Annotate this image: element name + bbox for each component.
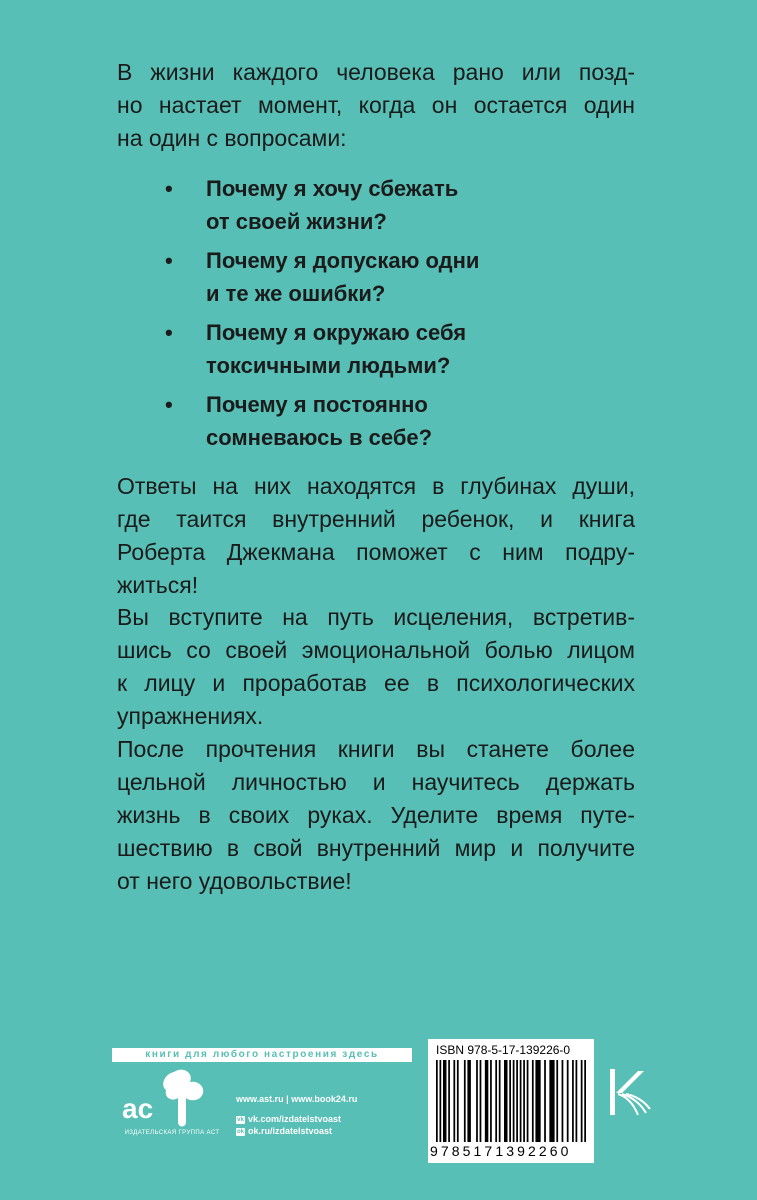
barcode-number: 9785171392260 bbox=[430, 1143, 572, 1159]
barcode-bars bbox=[434, 1060, 588, 1142]
question-line: токсичными людьми? bbox=[206, 353, 451, 378]
bullet-icon: • bbox=[165, 392, 173, 417]
question-line: Почему я допускаю одни bbox=[206, 248, 480, 273]
question-line: от своей жизни? bbox=[206, 209, 387, 234]
ok-link-text: ok.ru/izdatelstvoast bbox=[248, 1126, 333, 1136]
barcode-bar bbox=[453, 1060, 455, 1142]
barcode-bar bbox=[476, 1060, 478, 1142]
text-line: шись со своей эмоциональной болью лицом bbox=[117, 637, 635, 663]
question-item bbox=[165, 316, 625, 382]
barcode-bar bbox=[523, 1060, 525, 1142]
text-line: шествию в свой внутренний мир и получите bbox=[117, 835, 635, 861]
barcode-bar bbox=[584, 1060, 586, 1142]
text-line: упражнениях. bbox=[117, 703, 264, 729]
text-line: но настает момент, когда он остается один bbox=[117, 92, 635, 118]
text-line: Ответы на них находятся в глубинах души, bbox=[117, 473, 635, 499]
barcode-bar bbox=[516, 1060, 518, 1142]
ok-icon: ok bbox=[236, 1128, 244, 1135]
barcode-bar bbox=[556, 1060, 558, 1142]
publisher-tagline: книги для любого настроения здесь bbox=[112, 1048, 412, 1062]
svg-text:ac: ac bbox=[122, 1093, 154, 1124]
vk-icon: vk bbox=[237, 1116, 244, 1123]
barcode-bar bbox=[504, 1060, 507, 1142]
barcode-bar bbox=[544, 1060, 546, 1142]
barcode-bar bbox=[562, 1060, 564, 1142]
question-line: сомневаюсь в себе? bbox=[206, 425, 433, 450]
text-line: Роберта Джекмана поможет с ним подру- bbox=[117, 539, 635, 565]
bullet-icon: • bbox=[165, 320, 173, 345]
barcode-bar bbox=[490, 1060, 492, 1142]
text-line: цельной личностью и научитесь держать bbox=[117, 769, 635, 795]
barcode-bar bbox=[567, 1060, 569, 1142]
barcode-bar bbox=[572, 1060, 574, 1142]
barcode-bar bbox=[443, 1060, 446, 1142]
question-line: Почему я хочу сбежать bbox=[206, 176, 459, 201]
bullet-icon: • bbox=[165, 248, 173, 273]
conclusion-paragraph bbox=[117, 733, 635, 898]
barcode-bar bbox=[448, 1060, 450, 1142]
barcode-bar bbox=[549, 1060, 554, 1142]
question-line: Почему я окружаю себя bbox=[206, 320, 467, 345]
answers-paragraph bbox=[117, 470, 635, 602]
barcode-bar bbox=[509, 1060, 511, 1142]
barcode-bar bbox=[532, 1060, 534, 1142]
barcode-bar bbox=[467, 1060, 470, 1142]
text-line: к лицу и проработав ее в психологических bbox=[117, 670, 635, 696]
barcode-bar bbox=[527, 1060, 529, 1142]
vk-link[interactable] bbox=[236, 1113, 357, 1125]
barcode-bar bbox=[499, 1060, 501, 1142]
ok-link[interactable] bbox=[236, 1125, 357, 1137]
vk-link-text: vk.com/izdatelstvoast bbox=[248, 1114, 342, 1124]
barcode-bar bbox=[485, 1060, 488, 1142]
barcode-bar bbox=[480, 1060, 482, 1142]
website-links[interactable]: www.ast.ru | www.book24.ru bbox=[236, 1094, 358, 1104]
text-line: Вы вступите на путь исцеления, встретив- bbox=[117, 604, 635, 630]
barcode-panel bbox=[428, 1039, 594, 1163]
barcode-bar bbox=[495, 1060, 497, 1142]
text-line: где таится внутренний ребенок, и книга bbox=[117, 506, 635, 532]
question-item bbox=[165, 172, 625, 238]
question-item bbox=[165, 388, 625, 454]
barcode-bar bbox=[576, 1060, 578, 1142]
barcode-bar bbox=[457, 1060, 459, 1142]
barcode-bar bbox=[520, 1060, 522, 1142]
bullet-icon: • bbox=[165, 176, 173, 201]
question-line: Почему я постоянно bbox=[206, 392, 428, 417]
publisher-name: ИЗДАТЕЛЬСКАЯ ГРУППА АСТ bbox=[124, 1130, 220, 1136]
text-line: После прочтения книги вы станете более bbox=[117, 736, 635, 762]
healing-paragraph bbox=[117, 601, 635, 733]
book-k-logo-icon bbox=[608, 1067, 652, 1117]
isbn-label: ISBN 978-5-17-139226-0 bbox=[436, 1043, 571, 1057]
text-line: жизнь в своих руках. Уделите время путе- bbox=[117, 802, 635, 828]
text-line: от него удовольствие! bbox=[117, 868, 352, 894]
barcode-bar bbox=[581, 1060, 583, 1142]
barcode-bar bbox=[464, 1060, 466, 1142]
text-line: В жизни каждого человека рано или позд- bbox=[117, 59, 635, 85]
barcode-bar bbox=[535, 1060, 540, 1142]
text-line: житься! bbox=[117, 572, 199, 598]
question-line: и те же ошибки? bbox=[206, 281, 386, 306]
barcode-bar bbox=[436, 1060, 438, 1142]
publisher-links bbox=[236, 1093, 357, 1137]
questions-list bbox=[165, 172, 625, 460]
question-item bbox=[165, 244, 625, 310]
barcode-bar bbox=[439, 1060, 441, 1142]
text-line: на один с вопросами: bbox=[117, 125, 347, 151]
barcode-bar bbox=[513, 1060, 515, 1142]
ast-logo-icon bbox=[116, 1068, 220, 1148]
intro-paragraph bbox=[117, 56, 635, 155]
